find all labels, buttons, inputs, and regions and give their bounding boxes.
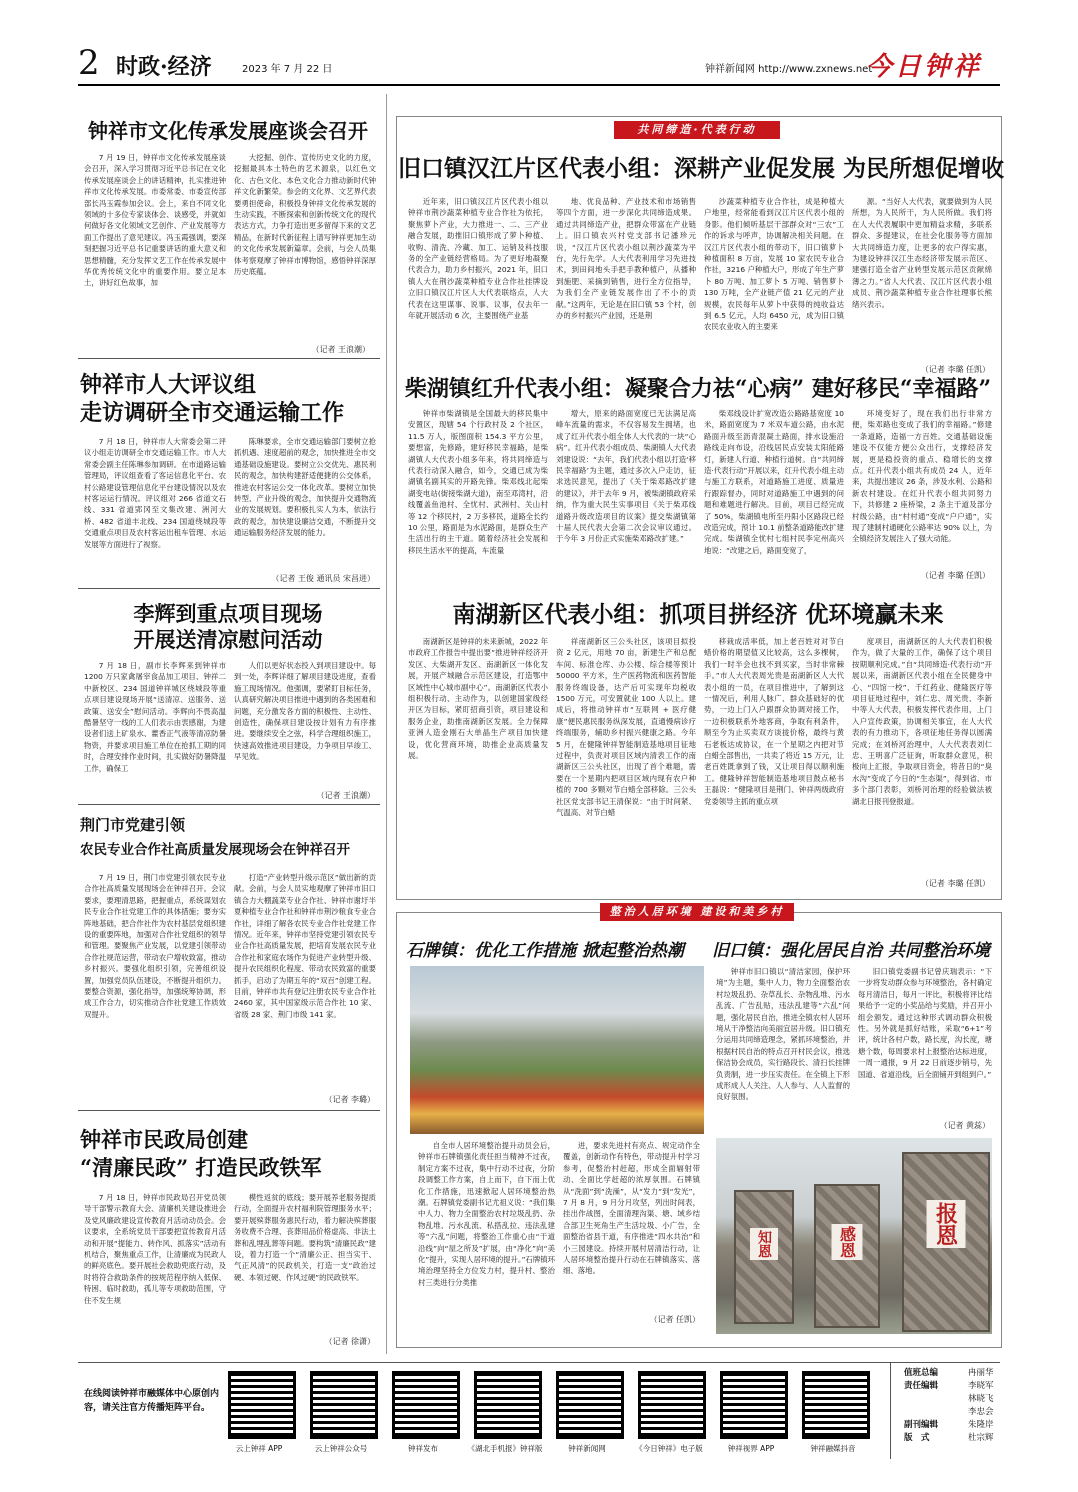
paragraph: 人们以更好状态投入到项目建设中。每到一处，李辉详细了解项目建设进度，查看施工现场情况。他强调，要紧盯目标任务，认真研究解决项目推进中遇到的各类困难和问题，充分激发各方面的积极性、主动性、创造性，确保项目建设按计划有力有序推进。要继续安全之弦，科学合理组织施工，快速高效推进项目建设，力争项目早竣工、早见效。 <box>234 661 376 762</box>
qr-label: 钟祥视界 APP <box>727 1444 775 1453</box>
paragraph: 近年来，旧口镇汉江片区代表小组以钟祥市荆沙蔬菜种植专业合作社为依托，聚焦萝卜产业，大力推进一、二、三产业融合发展，助推旧口镇形成了萝卜种植、收购、清洗、冷藏、加工、运销及科技服务的全产业链经营格局。为了更好地凝聚代表合力，助力乡村振兴，2021 年，旧口镇人大在荆沙蔬菜种植专业合作社挂牌设立旧口镇汉江片区人大代表联络点，人大代表在这里谋事、说事、议事，仅去年一年就开展活动 6 次，主要围绕产业基 <box>408 197 548 321</box>
follow-note: 在线阅读钟祥市融媒体中心原创内容，请关注官方传播矩阵平台。 <box>84 1389 220 1413</box>
article-subtitle: 开展送清凉慰问活动 <box>133 627 323 652</box>
paragraph: 7 月 18 日，副市长李辉来到钟祥市 1200 万只家禽屠宰食品加工项目、钟祥二中新校区、234 国道钟祥城区绕城段等重点项目建设现场开展“送清凉、送服务、送政策、送安全”慰问活动。李辉向不畏高温酷暑坚守一线的工人们表示由衷感谢，为建设者们送上矿泉水、藿香正气液等清凉防暑物资，并要求项目施工单位在抢抓工期的同时，合理安排作业时间，扎实做好防暑降温工作，确保工 <box>84 661 226 773</box>
qr-code[interactable] <box>228 1371 296 1439</box>
staff-role: 责任编辑 <box>904 1381 939 1391</box>
section-title: 时政·经济 <box>116 54 212 80</box>
footer <box>78 1362 1000 1463</box>
staff-name: 杜宗辉 <box>968 1433 994 1443</box>
newspaper-logo: 今日钟祥 <box>866 52 983 82</box>
paragraph: 陈琳要求，全市交通运输部门要树立抢抓机遇、速度超前的观念，加快推进全市交通基础设施建设。要树立公交优先、惠民利民的观念，加快构建舒适便捷的公交体系，推进农村客运公交一体化改革。要树立加快转型、产业升级的观念，加快提升交通物流业的发展规划。要积极扎实人为本，依法行政的观念，加快建设廉洁交通，不断提升交通运输服务经济发展的能力。 <box>234 437 376 538</box>
paragraph: 源。“当好人大代表，就要做到为人民所想，为人民所干，为人民所做。我们将在人大代表履职中更加精益求精，多联系群众、多提建议，在社会化服务等方面加大共同缔造力度，让更多的农户得实惠，为建设钟祥汉江生态经济带发展示范区、建强打造全省产业转型发展示范区贡献绵薄之力。”省人大代表、汉江片区代表小组成员、荆沙蔬菜种植专业合作社理事长熊绪兴表示。 <box>852 197 992 309</box>
column-divider <box>386 94 387 1354</box>
pillar-text: 感恩 <box>832 1224 863 1260</box>
page-number: 2 <box>78 43 100 83</box>
qr-code[interactable] <box>310 1371 378 1439</box>
paragraph: 7 月 19 日，钟祥市文化传承发展座谈会召开，深入学习贯彻习近平总书记在文化传承发展座谈会上的讲话精神，扎实推进钟祥市文化传承发展。市委常委、市委宣传部部长冯玉霞参加会议。会上，来自不同文化领域的十多位专家谈体会、谈感受，并就如何做好各文化领域文艺创作、产业发展等方面工作提出了意见建议。冯玉霞强调，要深刻把握习近平总书记重要讲话的重大意义和思想精髓，充分发挥文艺工作在传承发展中华优秀传统文化中的重要作用。要立足本土，讲好红色故事，加 <box>84 153 226 288</box>
paragraph: 旧口镇党委副书记曾庆瑞表示：“下一步将发动群众参与环境整治，各村确定每月清洁日，每月一评比，积极将评比结果给予一定的小奖品给与奖励，并召开小组会颁发。通过这种形式调动群众积极性。另外就是抓好结账，采取“6+1”考评，统计各村户数，路长度，沟长度，塘塘个数，每周要求村上报整治达标进度，一周一通报，9 月 22 日前逐步销号，先国道、省道沿线，后全面铺开到组到户。” <box>858 967 992 1079</box>
paragraph: 祥南湖新区三公头社区，该项目拟投资 2 亿元，用地 70 亩，新建生产和总配车间、标准仓库、办公楼、综合楼等预计 50000 平方米，生产医药物流和医药智能服务终端设备，达产后可实现年均税收 1500 万元，可安置就业 100 人以上。建成后，将推动钟祥市“互联网 + 医疗健康”便民惠民服务纵深发展，直通慢病诊疗终端服务，辅助乡村振兴健康之路。今年 5 月，在健隆钟祥智能制造基地项目征地过程中，负责对项目区域内清表工作的南湖新区三公头社区，出现了首个难题，需要在一个星期内把项目区域内现有农户种植的 700 多颗对节白蜡全部移除。三公头社区党支部书记王清保说：“由于时间紧、气温高、对节白蜡 <box>556 637 696 818</box>
stone-pillar <box>814 1184 880 1328</box>
article-title: 旧口镇汉江片区代表小组：深耕产业促发展 为民所想促增收 <box>398 155 1005 182</box>
byline: （记者 王浪潮） <box>311 345 370 354</box>
staff-role <box>904 1393 938 1406</box>
divider <box>78 804 380 805</box>
staff-roles <box>904 1367 938 1445</box>
qr-code[interactable] <box>638 1371 706 1439</box>
article-title: 钟祥市民政局创建 <box>80 1127 248 1152</box>
paragraph: 沙蔬菜种植专业合作社，成是种植大户地里，经常能看到汉江片区代表小组的身影。他们倾听基层干部群众对“三农”工作的诉求与呼声，协调解决相关问题。在汉江片区代表小组的带动下，旧口镇萝卜种植面积 8 万亩，发展 10 家农民专业合作社，3216 户种植大户，形成了年生产萝卜 80 万吨、加工萝卜 5 万吨、销售萝卜 130 万吨，全产业链产值 21 亿元的产业规模，农民每年从萝卜中获得的纯收益达到 6.5 亿元，人均 6450 元，成为旧口镇农民农业收入的主要来 <box>704 197 844 332</box>
byline: （记者 黄蕊） <box>939 1121 990 1130</box>
stone-pillars-photo <box>716 1138 992 1334</box>
site-url[interactable]: 钟祥新闻网 http://www.zxnews.net <box>705 64 873 75</box>
article-subtitle: 走访调研全市交通运输工作 <box>80 400 345 426</box>
stone-pillar <box>734 1190 794 1324</box>
qr-label: 云上钟祥 APP <box>235 1444 283 1453</box>
paragraph: 南湖新区是钟祥的未来新城，2022 年市政府工作报告中提出要“推进钟祥经济开发区、大柴湖开发区、南湖新区一体化发展，开展产城融合示范区建设，打造鄂中区域性中心城市副中心”。南湖新区代表小组积极行动、主动作为，以创建国家级经开区为目标，紧盯招商引资，项目建设和服务企业，助推南湖新区发展。全力保障亚洲人造金刚石大单晶生产项目加快建设，优化营商环境，助推企业高质量发展。 <box>408 637 548 761</box>
staff-name: 朱隆岸 <box>968 1420 994 1430</box>
article-body <box>84 660 376 780</box>
qr-code[interactable] <box>802 1371 870 1439</box>
article-body <box>418 1140 700 1310</box>
qr-code[interactable] <box>556 1371 624 1439</box>
staff-role: 版 式 <box>904 1433 930 1443</box>
issue-date: 2023 年 7 月 22 日 <box>242 64 333 75</box>
byline: （记者 李璐 任凯） <box>920 879 990 888</box>
article-body <box>84 436 376 576</box>
byline: （记者 任凯） <box>649 1315 700 1324</box>
staff-name: 李晓军 <box>968 1381 994 1391</box>
article-body <box>716 966 992 1116</box>
qr-code[interactable] <box>392 1371 460 1439</box>
article-title: 钟祥市文化传承发展座谈会召开 <box>88 119 368 143</box>
byline: （记者 李璐 任凯） <box>920 365 990 374</box>
article-title: 南湖新区代表小组：抓项目拼经济 优环境赢未来 <box>452 601 944 628</box>
footer-divider <box>890 1363 891 1459</box>
paragraph: 环境变好了，现在我们出行非常方便，柴邓路也变成了我们的幸福路。”修建一条道路，造福一方百姓。交通基础设施建设不仅能方便公众出行，支撑经济发展，更是稳投资的重点、稳增长的支撑点。红升代表小组共有成员 24 人，近年来，共提出建议 26 条，涉及水利、公路和新农村建设。在红升代表小组共同努力下，共修建 2 座桥梁，2 条主干道及部分村级公路，由“村村通”变成“户户通”，实现了建制村通硬化公路率达 90% 以上，为全镇经济发展注入了强大动能。 <box>852 409 992 544</box>
paragraph: 地、优良品种、产业技术和市场销售等四个方面，进一步深化共同缔造成果。通过共同缔造产业，把群众带富在产业链上。旧口镇农兴村党支部书记潘珍元说，“汉江片区代表小组以荆沙蔬菜为平台，先行先学。人大代表利用学习先进技术，到田间地头手把手教种植户，从播种到施肥、采摘到销售，进行全方位指导，为我们全产业链发展作出了不小的贡献。”这两年，无论是在旧口镇 53 个村，创办的乡村振兴产业园，还是荆 <box>556 197 696 321</box>
paragraph: 钟祥市柴湖镇是全国最大的移民集中安置区，现辖 54 个行政村及 2 个社区，11.5 万人，版图面积 154.3 平方公里，要想富，先修路，建好移民幸福路，是柴湖镇人大代表小组多年来，将共同缔造与代表行动深入融合，如今，交通已成为柴湖镇名副其实的开路先锋。柴邓线北起柴湖变电站(街接柴湖大道)，南至邓湾村，沿线覆盖鱼池村、全忧村、武洲村、关山村等 12 个移民村，2 万多移民，道路全长约 10 公里，路面是为水泥路面，是群众生产生活出行的主干道。随着经济社会发展和移民生活水平的提高，车流量 <box>408 409 548 555</box>
article-subtitle: “清廉民政” 打造民政铁军 <box>80 1155 322 1180</box>
paragraph: 7 月 18 日，钟祥市人大常委会第二评议小组走访调研全市交通运输工作。市人大常委会副主任陈琳参加调研。在市道路运输管理局，评议组查看了客运信息化平台、农村公路建设管理信息化平台建设情况以及农村客运运行情况。评议组对 266 省道文石线、331 省道郢冈至文集改建、洲河大桥、482 省道丰北线、234 国道绕城段等交通重点项目及农村客运出租车管理、水运发展等方面进行了视察。 <box>84 437 226 549</box>
article-title: 李辉到重点项目现场 <box>133 601 323 626</box>
byline: （记者 王俊 通讯员 宋昌进） <box>271 574 375 583</box>
qr-label: 云上钟祥公众号 <box>314 1444 368 1453</box>
paragraph: 进，要求先进村有亮点、规定动作全覆盖，创新动作有特色，带动提升村学习参考，促整治村赶超，形成全面辐射带动、全面比学赶超的浓厚氛围。石牌镇从“洗面”到“洗澡”，从“发力”到“发光”，7 月 8 月，9 月分月攻坚，列出时间表，挂出作战图，全面清理沟渠、塘、域乡结合部卫生死角生产生活垃圾、小广告，全面整治省县干道，有序推进“四水共治”和小三园建设。持续开展村居清洁行动，让人居环境整治提升行动在石牌镇落实、落细、落地。 <box>563 1141 700 1276</box>
qr-label: 钟祥融媒抖音 <box>810 1444 856 1453</box>
paragraph: 打造“产业转型升级示范区”做出新的贡献。会前，与会人员实地观摩了钟祥市旧口镇合力大棚蔬菜专业合作社、钟祥市谢圩半夏种植专业合作社和钟祥市荆沙粮食专业合作社，详细了解各农民专业合作社党建工作情况。近年来，钟祥市坚持党建引领农民专业合作社高质量发展，把培育发展农民专业合作社和家庭农场作为促进产业转型升级、提升农民组织化程度、带动农民致富的重要抓手，启动了为期五年的“双百”创建工程。目前，钟祥市共有登记注册农民专业合作社 2460 家，其中国家级示范合作社 10 家、省级 28 家、荆门市级 141 家。 <box>234 873 376 1019</box>
byline: （记者 李璐） <box>324 1095 375 1104</box>
village-flower-photo <box>410 966 704 1134</box>
qr-label: 钟祥发布 <box>408 1444 438 1453</box>
byline: （记者 王浪潮） <box>316 791 375 800</box>
paragraph: 自全市人居环境整治提升动员会后，钟祥市石牌镇强化责任担当精神不过夜，制定方案不过夜，集中行动不过夜，分阶段调整工作方案，自上而下，自下而上优化工作措施，迅速掀起人居环境整治热潮。石牌镇党委副书记尤祖义说：“我们集中人力、物力全面整治农村垃圾乱扔、杂物乱堆、污水乱流、私搭乱拉、违法乱建等“六乱”问题，将整治工作重心由“干道沿线”向“屋之所及”扩展，由“净化”向“美化”提升，实现人居环境的提升。”石牌镇环境治理坚持全方位发力村，提升村、整治村三类进行分类推 <box>418 1141 555 1287</box>
paragraph: 度项目，南湖新区的人大代表们积极作为，做了大量的工作，确保了这个项目按期顺利完成。”自“共同缔造·代表行动”开展以来，南湖新区代表小组在全民健身中心、“四馆一校”、千红药业、健隆医疗等项目征地过程中，刘仁忠、周光贵、李新中等人大代表，积极发挥代表作用，上门入户宣传政策，协调相关事宜，在人大代表的有力推动下，各项征地任务得以圆满完成；在刘桥河治理中，人大代表表刘仁忠、王明喜广泛征询，听取群众意见，积极向上汇报，争取项目资金，将昔日的“臭水沟”变成了今日的“生态渠”，得到省、市多个部门表彰，刘桥河治理的经验做法被湖北日报刊登报道。 <box>852 637 992 806</box>
staff-role: 值班总编 <box>904 1368 939 1378</box>
qr-label: 《今日钟祥》电子版 <box>635 1444 703 1453</box>
paragraph: 移栽成活率低，加上老百姓对对节白蜡价格的期望值又比较高，这么多棵树，我们一时半会也找不到买家，当时非常棘手。”市人大代表周光贵是南湖新区人大代表小组的一员，在项目推进中，了解到这一情况后，利用人脉广、群众基础好的优势，一边上门入户跟群众协调对接工作，一边积极联系外地客商，争取有利条件，顺至今为止买卖双方谈拢价格，最终与黄石老板达成协议，在一个星期之内把对节白蜡全部售出，一共卖了将近 15 万元，让老百姓既拿到了钱，又让项目得以顺利施工。健隆钟祥智能制造基地项目鼓点秘书王磊说：“健隆项目是荆门、钟祥两级政府党委领导主抓的重点项 <box>704 637 844 806</box>
section-banner: 共同缔造·代表行动 <box>614 121 780 139</box>
article-title: 旧口镇：强化居民自治 共同整治环境 <box>712 941 990 961</box>
article-title: 钟祥市人大评议组 <box>80 372 257 398</box>
paragraph: 大挖掘、创作、宣传历史文化的力度，挖掘最具本土特色的艺术源泉，以红色文化、古色文化、本色文化合力推动新时代钟祥文化新繁荣。参会的文化界、文艺界代表要勇担使命，积极投身钟祥文化传承发展的生动实践，不断探索和创新传统文化的现代表达方式，力争打造出更多留得下来的文艺精品，在新时代新征程上谱写钟祥更加生动的文化传承发展新篇章。会前，与会人员集体考察观摩了钟祥市博物馆，感悟钟祥深厚历史底蕴。 <box>234 153 376 277</box>
qr-label: 钟祥新闻网 <box>568 1444 606 1453</box>
article-subtitle: 农民专业合作社高质量发展现场会在钟祥召开 <box>80 842 350 858</box>
staff-role <box>904 1406 938 1419</box>
byline: （记者 徐潇） <box>324 1337 375 1346</box>
paragraph: 模性返贫的底线；要开展养老服务提质行动，全面提升农村福利院管理服务水平；要开展殡葬服务惠民行动，着力解决殡葬服务收费不合理、丧葬用品价格虚高、非法土葬和乱埋乱葬等问题。要构筑“清廉民政”建设，着力打造一个“清廉公正、担当实干、气正风清”的民政机关，打造一支“政治过硬、本领过硬、作风过硬”的民政铁军。 <box>234 1193 376 1282</box>
staff-names <box>968 1367 994 1445</box>
qr-code[interactable] <box>720 1371 788 1439</box>
article-body <box>84 872 376 1078</box>
pillar-text: 知恩 <box>750 1228 778 1260</box>
article-title: 荆门市党建引领 <box>80 816 186 834</box>
article-body <box>408 408 992 558</box>
pillar-text: 报恩 <box>927 1200 966 1248</box>
header-rule <box>78 84 1000 86</box>
staff-name: 冉丽华 <box>968 1368 994 1378</box>
qr-code[interactable] <box>474 1371 542 1439</box>
staff-name: 李忠会 <box>968 1407 994 1417</box>
article-body <box>408 636 992 868</box>
staff-role: 副刊编辑 <box>904 1420 939 1430</box>
section-banner: 整治人居环境 建设和美乡村 <box>600 903 794 921</box>
divider <box>78 358 380 359</box>
divider <box>78 1110 380 1111</box>
article-title: 柴湖镇红升代表小组：凝聚合力祛“心病” 建好移民“幸福路” <box>404 376 992 402</box>
paragraph: 钟祥市旧口镇以“清洁家园，保护环境”为主题，集中人力，物力全面整治农村垃圾乱扔、杂草乱长、杂物乱堆、污水乱流、广告乱贴，违法乱建等“六乱”问题，强化居民自治，推进全镇农村人居环境从干净整洁向美丽宜居升级。旧口镇充分运用共同缔造理念，紧抓环境整治，并根据村民自治的特点召开村民会议，推选保洁协会成员，实行路段长、清扫长挂牌负责制，进一步压实责任。在全镇上下形成形成人人关注、人人参与、人人监督的良好氛围。 <box>716 967 850 1102</box>
paragraph: 7 月 19 日，荆门市党建引领农民专业合作社高质量发展现场会在钟祥召开。会议要求，要理清思路，把握重点，系统谋划农民专业合作社党建工作的具体措施；要夯实阵地基础，把合作社作为农村基层党组织建设的重要阵地，加强对合作社党组织的领导和管理。要聚焦产业发展，以党建引领带动合作社规范运营，带动农户增收致富，推动乡村振兴。要强化组织引领，完善组织设置，加强党员队伍建设，不断提升组织力。要整合资源，强化指导，加强统筹协调，形成工作合力，切实推动合作社党建工作质效双提升。 <box>84 873 226 1019</box>
paragraph: 柴邓线设计扩宽改造公路路基宽度 10 米，路面宽度为 7 米双车道公路，由水泥路面升级至沥青混凝土路面，排水设施沿路线走向布设，沿线居民点安装太阳能路灯，新建人行道、种植行道树。自“共同缔造·代表行动”开展以来，红升代表小组主动与施工方联系，对道路施工进度、质量进行跟踪督办，同时对道路施工中遇到的问题和难题进行解决。目前，项目已经完成了 50%，柴湖镇电所至丹阳小区路段已经改造完成，预计 10.1 前整条道路能改扩建完成。柴湖镇全忧村七组村民李定州高兴地说：“改建之后，路面变宽了， <box>704 409 844 555</box>
article-body <box>408 196 992 350</box>
staff-name: 林晓飞 <box>968 1394 994 1404</box>
divider <box>78 588 380 589</box>
byline: （记者 李璐 任凯） <box>920 571 990 580</box>
paragraph: 增大，原来的路面宽度已无法满足高峰车流量的需求，不仅容易发生拥堵，也成了红升代表小组全体人大代表的一块“心病”。红升代表小组成员、柴湖镇人大代表刘建设说：“去年，我们代表小组以打造‘移民幸福路’为主题，通过多次入户走访，征求选民意见，提出了《关于柴邓路改扩建的建议》，并于去年 9 月，被柴湖镇政府采纳，作为重大民生实事项目《关于柴邓线道路升级改造项目的议案》提交柴湖镇第十届人民代表大会第二次会议审议通过。于今年 3 月份正式实施柴邓路改扩建。” <box>556 409 696 544</box>
article-body <box>84 152 376 328</box>
stone-pillar <box>902 1152 990 1332</box>
article-title: 石牌镇：优化工作措施 掀起整治热潮 <box>406 941 684 961</box>
paragraph: 7 月 18 日，钟祥市民政局召开党员领导干部警示教育大会、清廉机关建设推进会及党风廉政建设宣传教育月活动动员会。会议要求，全系统党员干部要把宣传教育月活动和开展“提能力、转作风、抓落实”活动有机结合，聚焦重点工作，让清廉成为民政人的鲜亮底色。要开展社会救助兜底行动，及时将符合救助条件的按规范程序纳入低保、特困、临时救助，孤儿等专项救助范围，守住不发生规 <box>84 1193 226 1305</box>
article-body <box>84 1192 376 1332</box>
qr-label: 《湖北手机报》钟祥版 <box>467 1444 543 1453</box>
